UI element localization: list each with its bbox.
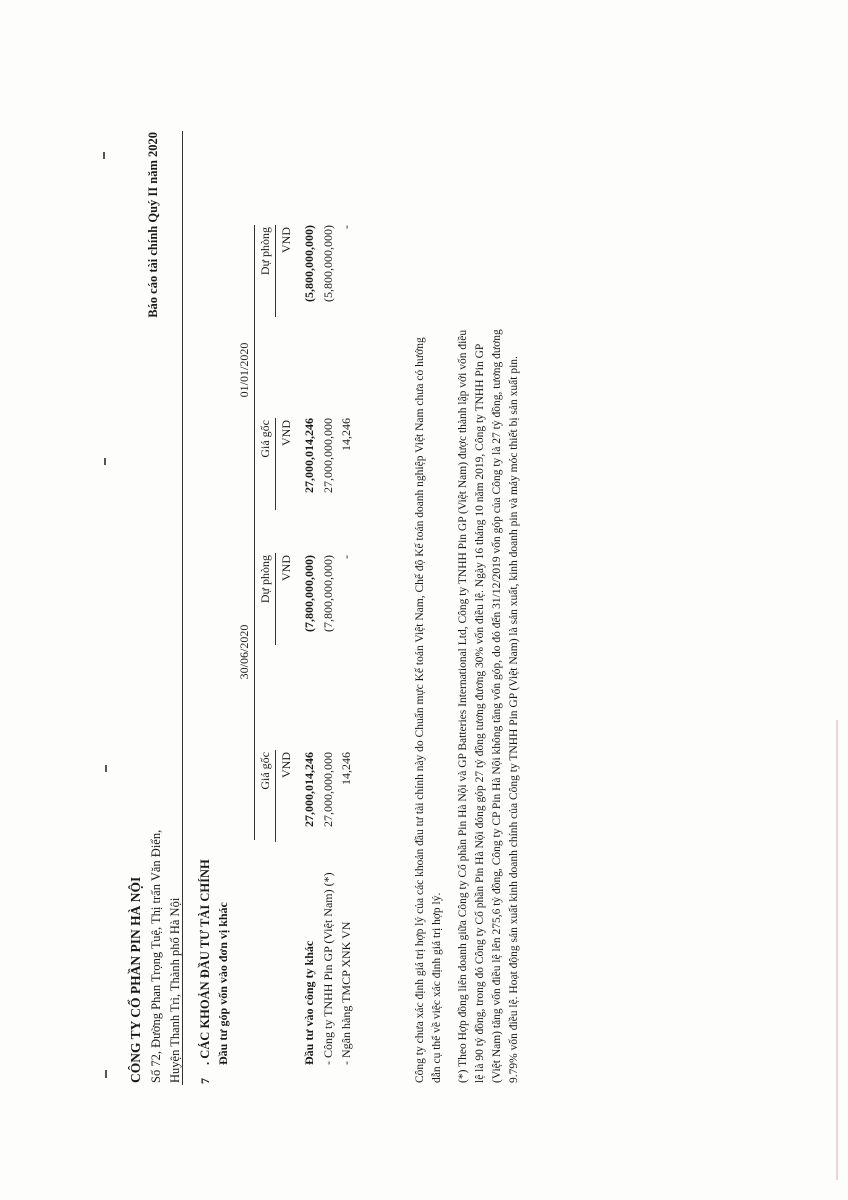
- period-header-2: 01/01/2020: [237, 342, 251, 398]
- period-header-1: 30/06/2020: [237, 624, 251, 680]
- section-number: 7: [198, 1078, 212, 1084]
- cell-total-provision-1: (7,800,000,000): [302, 555, 316, 632]
- header-rule: [182, 131, 183, 1085]
- cell-total-provision-2: (5,800,000,000): [302, 225, 316, 302]
- cell-gp-provision-1: (7,800,000,000): [321, 555, 335, 632]
- company-name: CÔNG TY CỔ PHẦN PIN HÀ NỘI: [128, 876, 143, 1083]
- unit-1: VND: [279, 752, 293, 778]
- cell-gp-provision-2: (5,800,000,000): [321, 225, 335, 302]
- unit-4: VND: [279, 227, 293, 253]
- note-joint-venture: (*) Theo Hợp đồng liên doanh giữa Công ty Cổ phần Pin Hà Nội và GP Batteries International Ltd, Công ty TNHH Pin GP (Việt Nam) được thành lập với vốn điều lệ là 90 tỷ đồng, trong đó Công ty Cổ phần Pin Hà Nội đóng góp 27 tỷ đồng tương đương 30% vốn điều lệ. Ngày 16 tháng 10 năm 2019, Công ty TNHH Pin GP (Việt Nam) tăng vốn điều lệ lên 275,6 tỷ đồng, Công ty CP Pin Hà Nội không tăng vốn góp, do đó đến 31/12/2019 vốn góp của Công ty là 27 tỷ đồng, tương đương 9.79% vốn điều lệ. Hoạt động sản xuất kinh doanh chính của Công ty TNHH Pin GP (Việt Nam) là sản xuất, kinh doanh pin và máy móc thiết bị sản xuất pin.: [457, 329, 520, 1083]
- col-rule-2: [275, 553, 276, 645]
- cell-bank-provision-2: -: [339, 225, 353, 229]
- cell-bank-provision-1: -: [339, 555, 353, 559]
- cell-bank-cost-2: 14,246: [339, 418, 353, 451]
- col-header-cost-2: Giá gốc: [258, 420, 272, 458]
- col-header-cost-1: Giá gốc: [258, 752, 272, 790]
- note-fair-value: Công ty chưa xác định giá trị hợp lý của các khoản đầu tư tài chính này do Chuẩn mực Kế toán Việt Nam, Chế độ Kế toán doanh nghiệp Việt Nam chưa có hướng dẫn cụ thể về việc xác định giá trị hợp lý.: [414, 337, 443, 1083]
- cell-total-cost-1: 27,000,014,246: [302, 752, 316, 827]
- section-title: . CÁC KHOẢN ĐẦU TƯ TÀI CHÍNH: [198, 859, 212, 1065]
- cell-bank-cost-1: 14,246: [339, 752, 353, 785]
- address-line-1: Số 72, Đường Phan Trọng Tuệ, Thị trấn Văn Điển,: [149, 829, 163, 1083]
- period-rule-1: [254, 554, 255, 840]
- cell-total-cost-2: 27,000,014,246: [302, 418, 316, 493]
- cell-gp-cost-1: 27,000,000,000: [321, 752, 335, 827]
- address-line-2: Huyện Thanh Trì, Thành phố Hà Nội: [168, 897, 182, 1083]
- row-label-total: Đầu tư vào công ty khác: [302, 940, 316, 1065]
- col-header-provision-2: Dự phòng: [258, 227, 272, 276]
- cell-gp-cost-2: 27,000,000,000: [321, 418, 335, 493]
- col-rule-1: [275, 750, 276, 842]
- col-rule-4: [275, 225, 276, 317]
- col-header-provision-1: Dự phòng: [258, 555, 272, 604]
- col-rule-3: [275, 418, 276, 510]
- row-label-bank: - Ngân hàng TMCP XNK VN: [339, 921, 353, 1065]
- row-label-gp: - Công ty TNHH Pin GP (Việt Nam) (*): [321, 872, 335, 1065]
- section-subtitle: Đầu tư góp vốn vào đơn vị khác: [216, 902, 230, 1065]
- period-rule-2: [254, 225, 255, 555]
- report-title: Báo cáo tài chính Quý II năm 2020: [146, 132, 160, 318]
- unit-3: VND: [279, 420, 293, 446]
- unit-2: VND: [279, 555, 293, 581]
